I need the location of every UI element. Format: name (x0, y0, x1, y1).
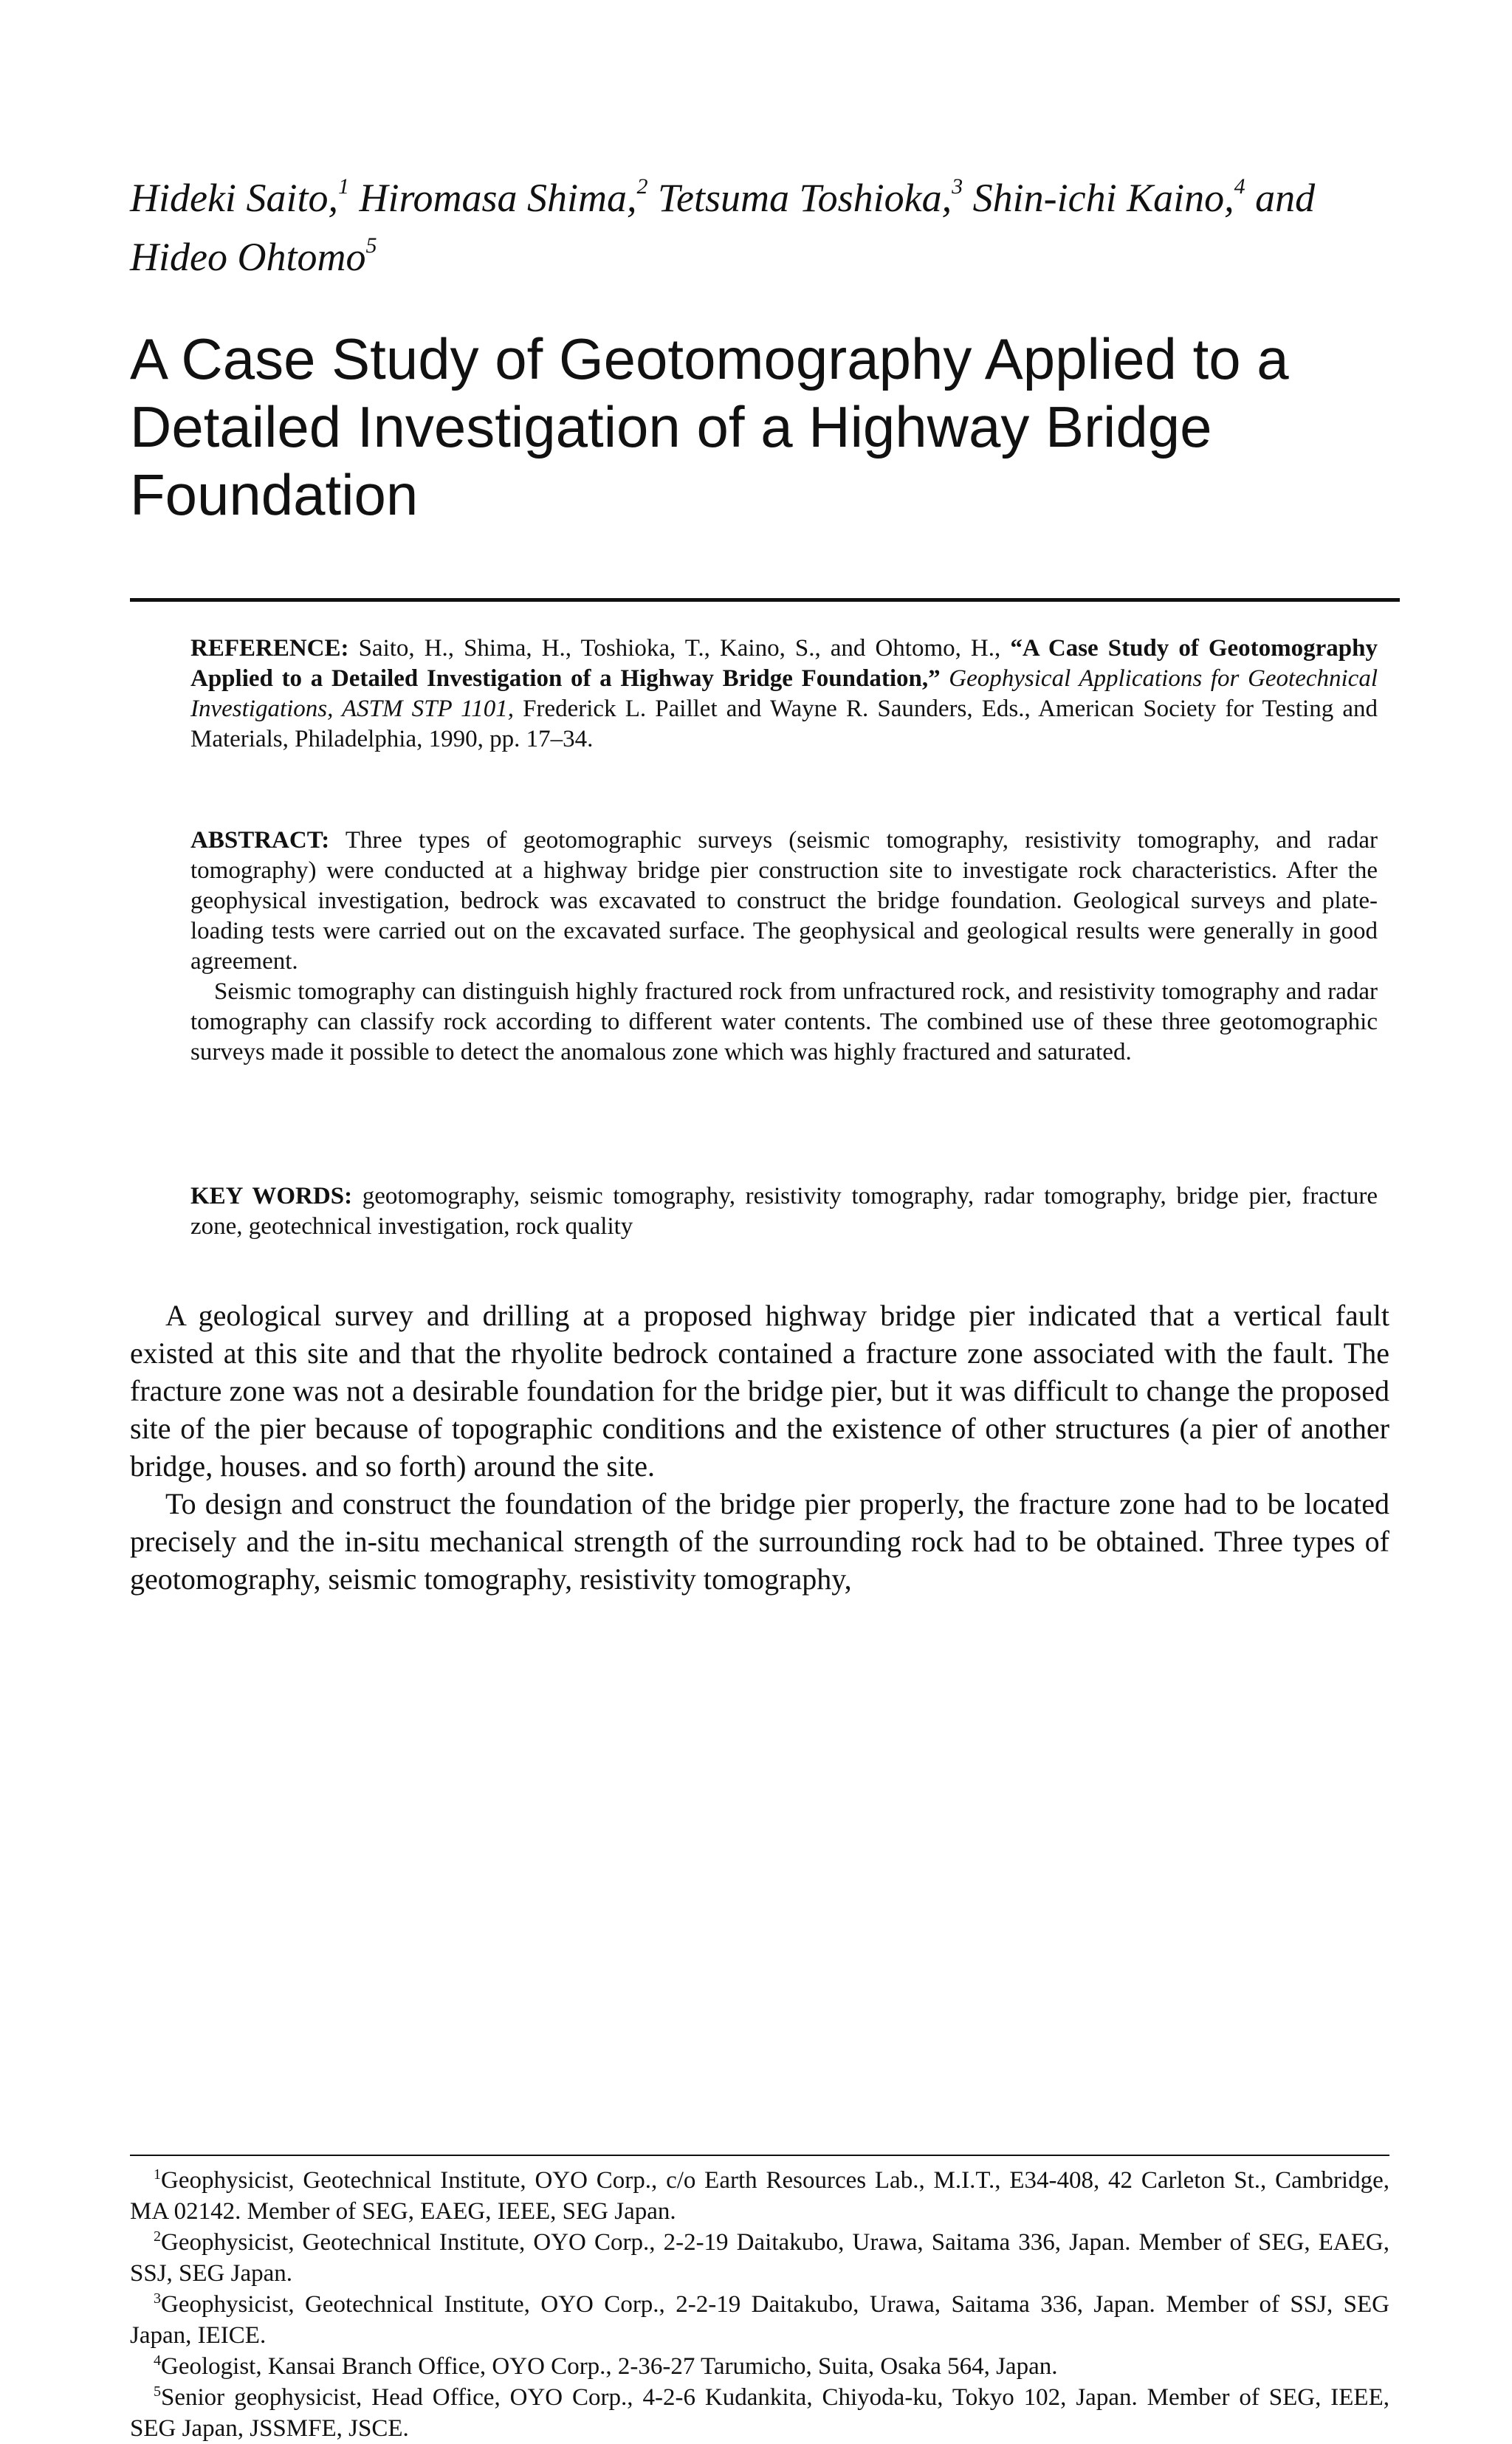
author-footnote-mark: 3 (952, 174, 963, 199)
footnote-text: Geophysicist, Geotechnical Institute, OYO Corp., 2-2-19 Daitakubo, Urawa, Saitama 336, Japan. Member of SEG, EAEG, SSJ, SEG Japan. (130, 2229, 1389, 2287)
footnote-divider (130, 2155, 1389, 2156)
reference-label: REFERENCE: (190, 635, 349, 662)
title-divider (130, 598, 1400, 602)
footnote-text: Geologist, Kansai Branch Office, OYO Corp., 2-36-27 Tarumicho, Suita, Osaka 564, Japan. (161, 2353, 1058, 2380)
footnote-mark: 3 (154, 2290, 161, 2307)
footnote-text: Geophysicist, Geotechnical Institute, OYO Corp., c/o Earth Resources Lab., M.I.T., E34-408, 42 Carleton St., Cambridge, MA 02142. Member of SEG, EAEG, IEEE, SEG Japan. (130, 2167, 1389, 2225)
abstract-paragraph: Seismic tomography can distinguish highly fractured rock from unfractured rock, and resistivity tomography and radar tomography can classify rock according to different water contents. The combined use of these three geotomographic surveys made it possible to detect the anomalous zone which was highly fractured and saturated. (190, 978, 1378, 1065)
body-paragraph: A geological survey and drilling at a proposed highway bridge pier indicated that a vertical fault existed at this site and that the rhyolite bedrock contained a fracture zone associated with the fault. The fracture zone was not a desirable foundation for the bridge pier, but it was difficult to change the proposed site of the pier because of topographic conditions and the existence of other structures (a pier of another bridge, houses. and so forth) around the site. (130, 1299, 1389, 1483)
paper-title: A Case Study of Geotomography Applied to a Detailed Investigation of a Highway Bridge Foundation (130, 326, 1289, 527)
footnotes (130, 2165, 1389, 2444)
author-name: Hideki Saito, (130, 176, 338, 220)
author-name: Tetsuma Toshioka, (657, 176, 952, 220)
footnote-mark: 4 (154, 2352, 161, 2369)
reference-publication-details: Frederick L. Paillet and Wayne R. Saunders, Eds., American Society for Testing and Materials, Philadelphia, 1990, pp. 17–34. (190, 696, 1378, 752)
reference-volume: Geophysical Applications for Geotechnical Investigations, ASTM STP 1101, (190, 665, 1378, 722)
reference-citation (190, 634, 1378, 755)
keywords-label: KEY WORDS: (190, 1183, 353, 1209)
footnote (130, 2289, 1389, 2351)
reference-authors: Saito, H., Shima, H., Toshioka, T., Kaino, S., and Ohtomo, H., (358, 635, 1001, 662)
author-footnote-mark: 2 (636, 174, 648, 199)
footnote (130, 2227, 1389, 2289)
abstract-paragraph (190, 825, 1378, 977)
footnote-text: Geophysicist, Geotechnical Institute, OYO Corp., 2-2-19 Daitakubo, Urawa, Saitama 336, Japan. Member of SSJ, SEG Japan, IEICE. (130, 2291, 1389, 2349)
body-text (130, 1297, 1389, 1598)
author-footnote-mark: 1 (337, 174, 349, 199)
footnote (130, 2351, 1389, 2382)
footnote-mark: 5 (154, 2383, 161, 2400)
author-footnote-mark: 5 (365, 233, 377, 258)
author-footnote-mark: 4 (1234, 174, 1245, 199)
author-conjunction: and (1255, 176, 1316, 220)
footnote-mark: 2 (154, 2228, 161, 2245)
keywords-text: geotomography, seismic tomography, resistivity tomography, radar tomography, bridge pier, fracture zone, geotechnical investigation, rock quality (190, 1183, 1378, 1240)
author-name: Hiromasa Shima, (359, 176, 637, 220)
author-list (130, 168, 1392, 286)
reference-paper-title: “A Case Study of Geotomography Applied to a Detailed Investigation of a Highway Bridge Foundation,” (190, 635, 1378, 692)
keywords (190, 1181, 1378, 1242)
abstract-label: ABSTRACT: (190, 827, 330, 854)
footnote-mark: 1 (154, 2166, 161, 2183)
footnote-text: Senior geophysicist, Head Office, OYO Corp., 4-2-6 Kudankita, Chiyoda-ku, Tokyo 102, Japan. Member of SEG, IEEE, SEG Japan, JSSMFE, JSCE. (130, 2384, 1389, 2442)
author-name: Hideo Ohtomo (130, 235, 366, 279)
body-paragraph: To design and construct the foundation of the bridge pier properly, the fracture zone had to be located precisely and the in-situ mechanical strength of the surrounding rock had to be obtained. Three types of geotomography, seismic tomography, resistivity tomography, (130, 1487, 1389, 1596)
abstract-text: Three types of geotomographic surveys (seismic tomography, resistivity tomography, and radar tomography) were conducted at a highway bridge pier construction site to investigate rock characteristics. After the geophysical investigation, bedrock was excavated to construct the bridge foundation. Geological surveys and plate-loading tests were carried out on the excavated surface. The geophysical and geological results were generally in good agreement. (190, 827, 1378, 975)
author-name: Shin-ichi Kaino, (972, 176, 1234, 220)
abstract (190, 825, 1378, 1068)
footnote (130, 2382, 1389, 2444)
footnote (130, 2165, 1389, 2227)
